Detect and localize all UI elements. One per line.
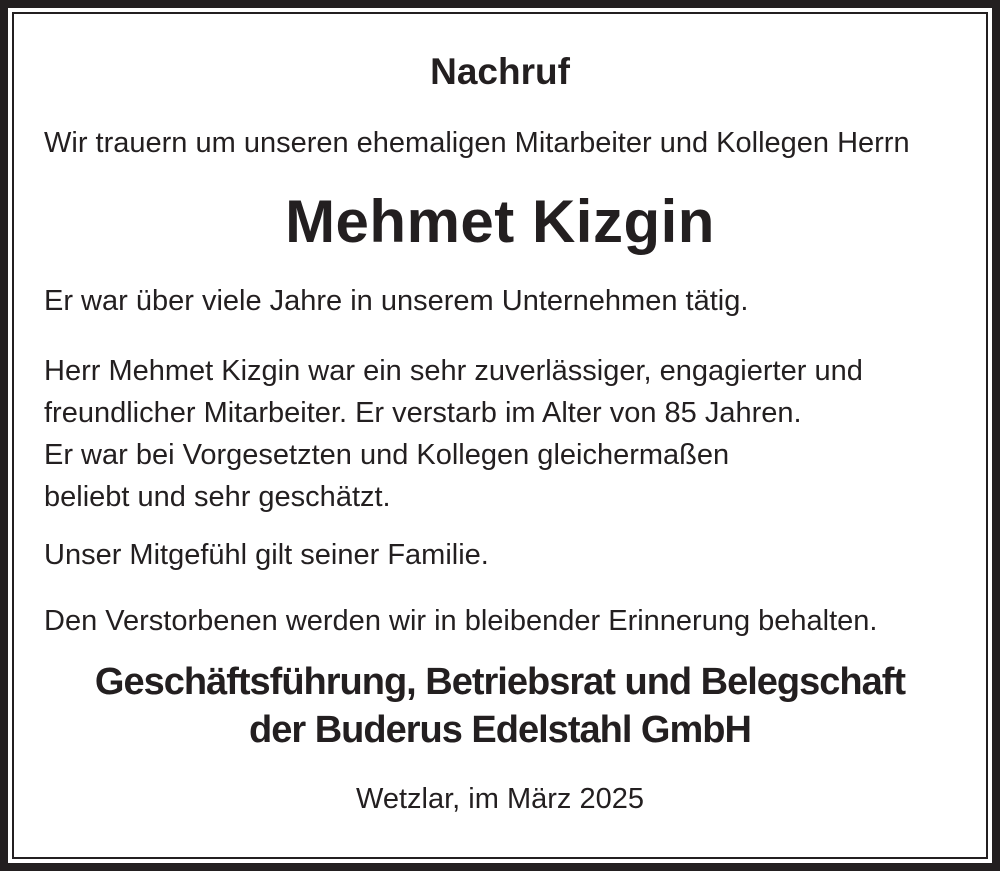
signoff-line: der Buderus Edelstahl GmbH bbox=[249, 709, 751, 751]
signoff-block bbox=[44, 658, 956, 754]
description-line: Er war bei Vorgesetzten und Kollegen gleichermaßen bbox=[44, 439, 730, 471]
remembrance-line: Den Verstorbenen werden wir in bleibender Erinnerung behalten. bbox=[44, 605, 878, 637]
deceased-name: Mehmet Kizgin bbox=[285, 188, 715, 255]
obituary-notice-inner-frame bbox=[12, 12, 988, 859]
intro-line: Wir trauern um unseren ehemaligen Mitarbeiter und Kollegen Herrn bbox=[44, 127, 910, 159]
description-line: freundlicher Mitarbeiter. Er verstarb im Alter von 85 Jahren. bbox=[44, 397, 802, 429]
tenure-line: Er war über viele Jahre in unserem Unternehmen tätig. bbox=[44, 285, 749, 317]
description-line: beliebt und sehr geschätzt. bbox=[44, 481, 391, 513]
condolence-line: Unser Mitgefühl gilt seiner Familie. bbox=[44, 539, 489, 571]
dateline: Wetzlar, im März 2025 bbox=[356, 783, 644, 815]
signoff-line: Geschäftsführung, Betriebsrat und Belegschaft bbox=[94, 661, 906, 703]
description-paragraph bbox=[44, 350, 956, 518]
description-line: Herr Mehmet Kizgin war ein sehr zuverlässiger, engagierter und bbox=[44, 355, 863, 387]
notice-title: Nachruf bbox=[430, 51, 570, 92]
